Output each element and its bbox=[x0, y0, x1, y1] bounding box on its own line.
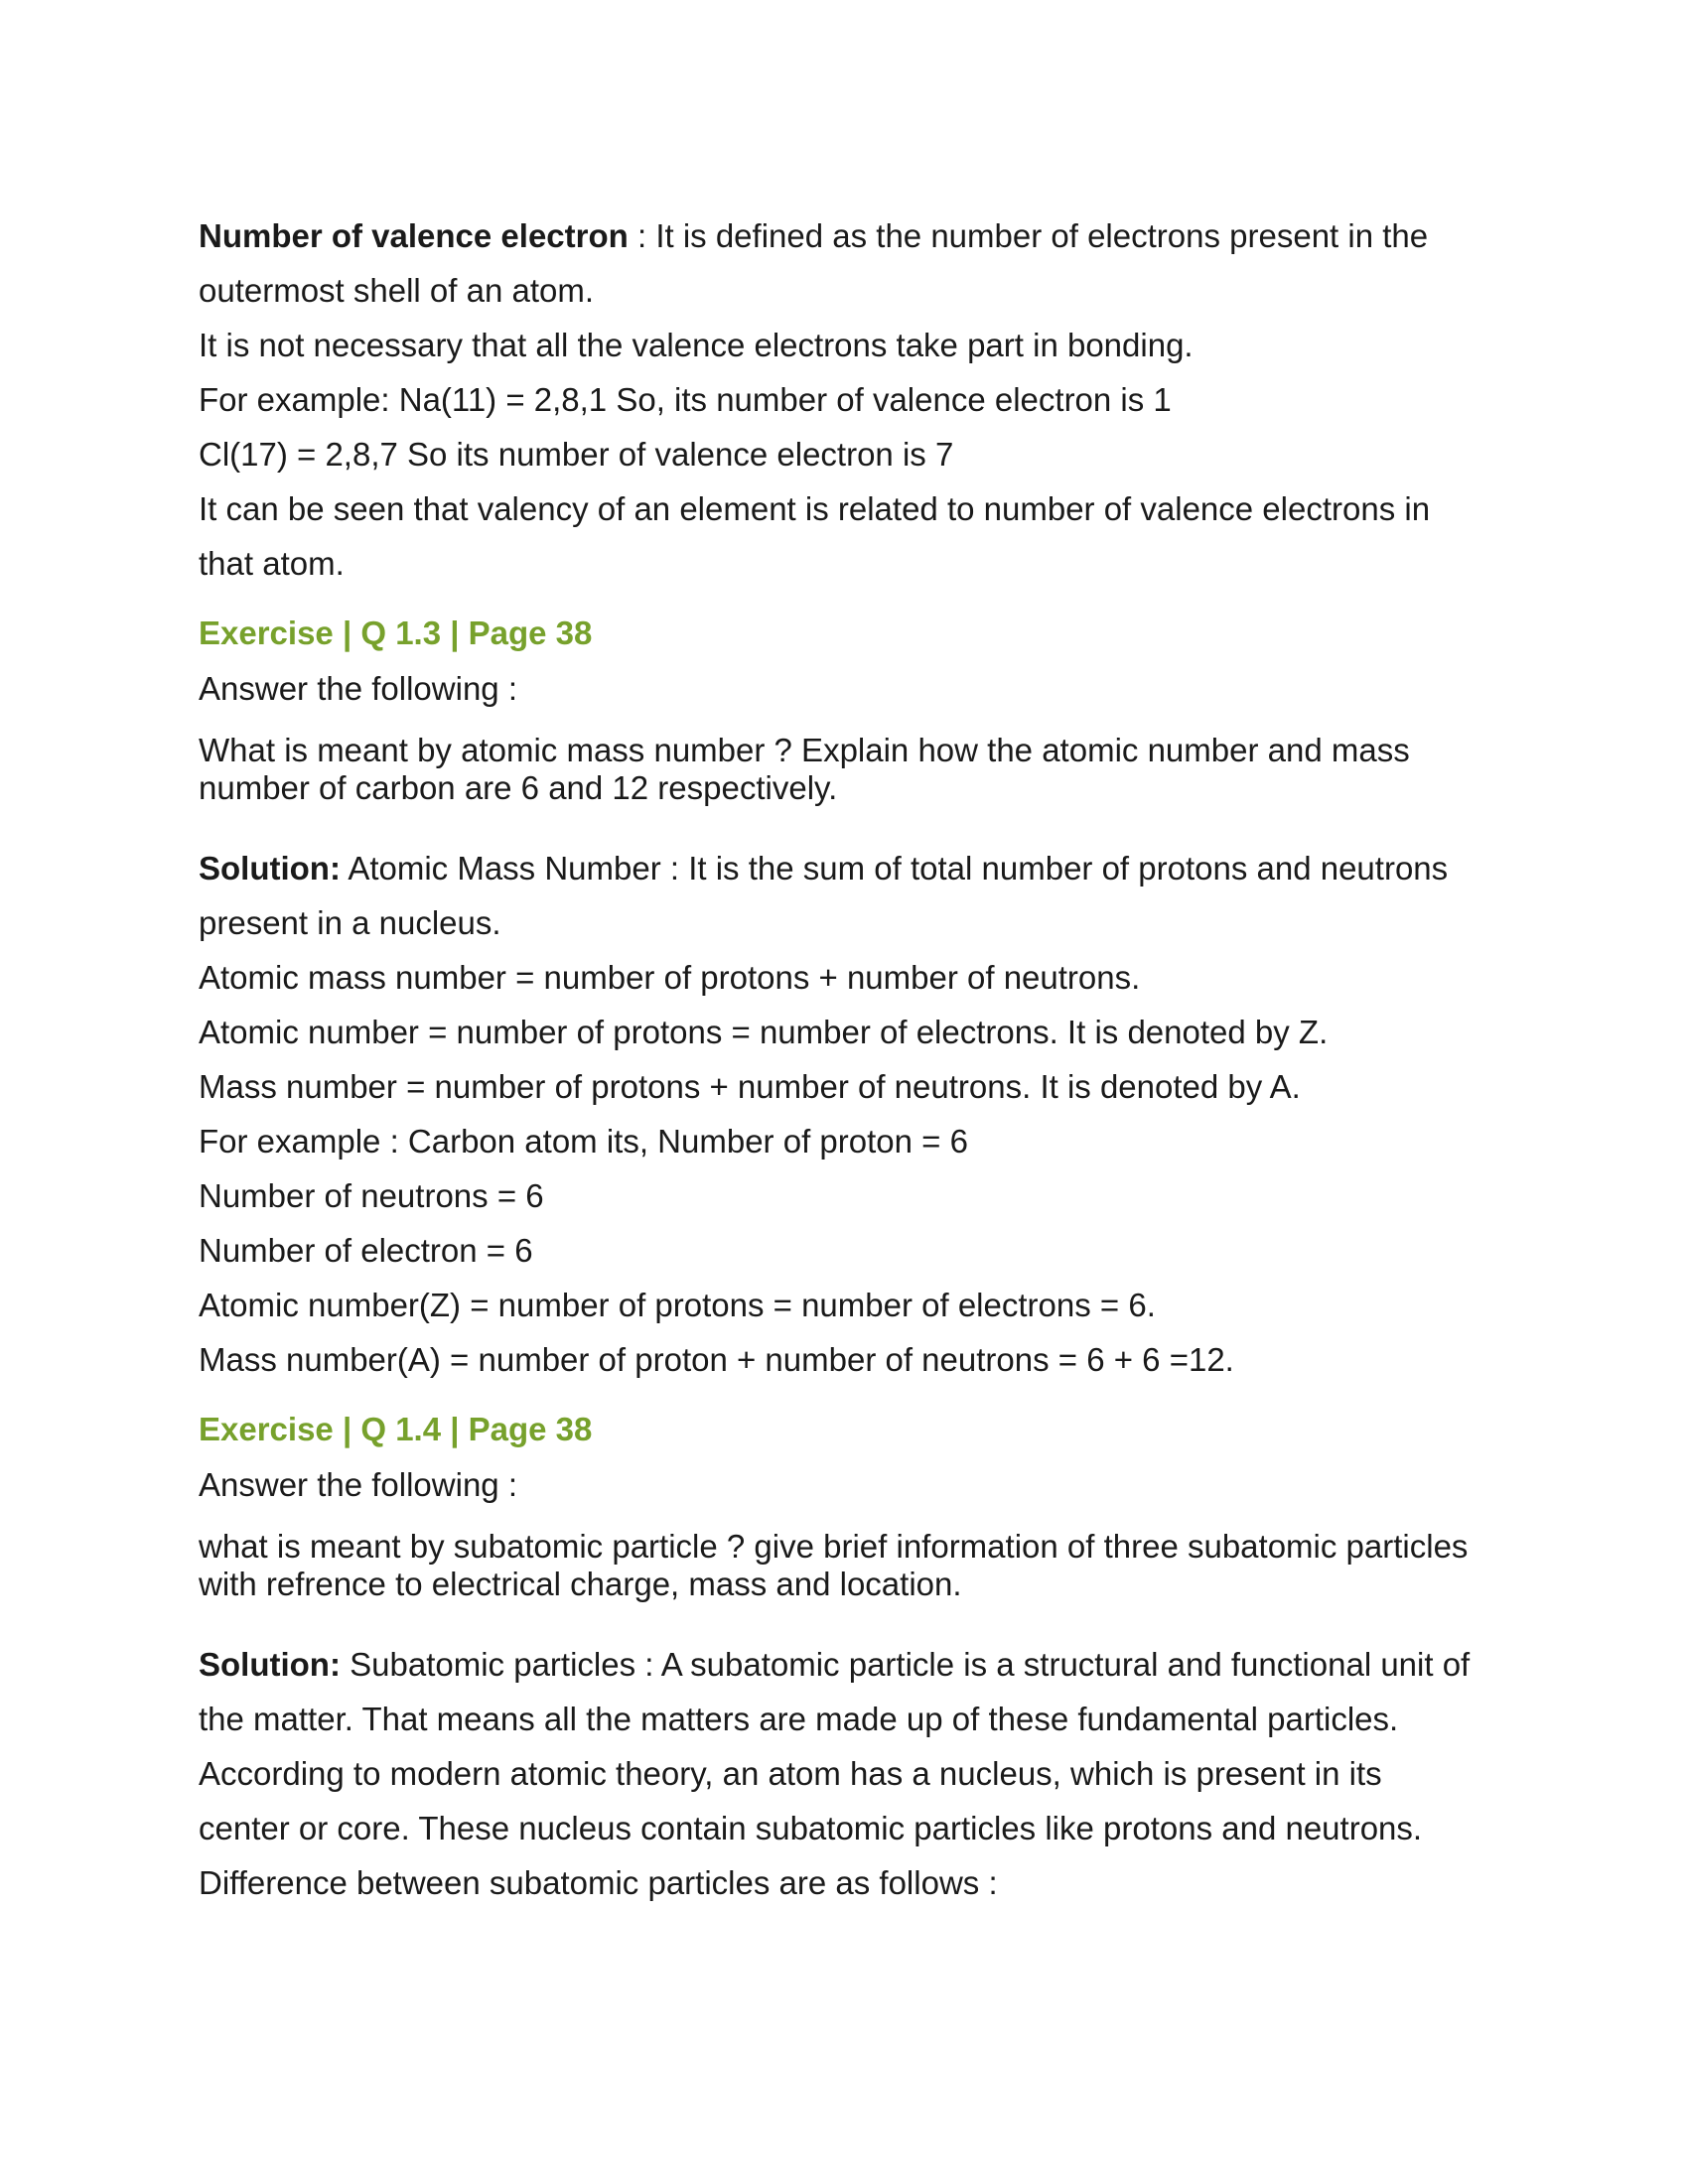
exercise-1-3-solution-line-4: Atomic number = number of protons = number of electrons. It is denoted by Z. bbox=[199, 1014, 1329, 1050]
exercise-1-3-solution-line-6: For example : Carbon atom its, Number of proton = 6 bbox=[199, 1123, 968, 1160]
exercise-1-3-question-line-2: number of carbon are 6 and 12 respectively. bbox=[199, 769, 838, 806]
exercise-1-3-solution-line-3: Atomic mass number = number of protons + number of neutrons. bbox=[199, 959, 1141, 996]
solution-text: Subatomic particles : A subatomic particle is a structural and functional unit of bbox=[340, 1646, 1471, 1683]
exercise-1-4-solution-line-4: center or core. These nucleus contain subatomic particles like protons and neutrons. bbox=[199, 1810, 1423, 1846]
valence-conclusion: It can be seen that valency of an element is related to number of valence electrons in bbox=[199, 490, 1431, 527]
solution-text: Atomic Mass Number : It is the sum of total number of protons and neutrons bbox=[340, 850, 1449, 887]
exercise-1-3-instruction: Answer the following : bbox=[199, 670, 517, 707]
exercise-1-3-question-line-1: What is meant by atomic mass number ? Explain how the atomic number and mass bbox=[199, 732, 1410, 768]
valence-conclusion-cont: that atom. bbox=[199, 545, 345, 582]
exercise-1-3-solution-line-2: present in a nucleus. bbox=[199, 904, 501, 941]
exercise-1-3-solution-line-1 bbox=[199, 841, 1509, 895]
valence-note: It is not necessary that all the valence electrons take part in bonding. bbox=[199, 327, 1194, 363]
exercise-1-3-solution-line-9: Atomic number(Z) = number of protons = number of electrons = 6. bbox=[199, 1287, 1156, 1323]
exercise-1-4-question-line-2: with refrence to electrical charge, mass and location. bbox=[199, 1566, 962, 1602]
valence-term: Number of valence electron bbox=[199, 217, 629, 254]
exercise-1-4-solution-line-5: Difference between subatomic particles are as follows : bbox=[199, 1864, 998, 1901]
exercise-1-4-solution-line-3: According to modern atomic theory, an atom has a nucleus, which is present in its bbox=[199, 1755, 1382, 1792]
exercise-1-4-solution-line-1 bbox=[199, 1637, 1509, 1692]
valence-definition-line bbox=[199, 208, 1509, 263]
solution-label: Solution: bbox=[199, 1646, 341, 1683]
exercise-1-3-heading: Exercise | Q 1.3 | Page 38 bbox=[199, 614, 593, 651]
exercise-1-4-instruction: Answer the following : bbox=[199, 1466, 517, 1503]
exercise-1-4-heading: Exercise | Q 1.4 | Page 38 bbox=[199, 1411, 593, 1447]
valence-example-cl: Cl(17) = 2,8,7 So its number of valence electron is 7 bbox=[199, 436, 954, 473]
exercise-1-3-solution-line-7: Number of neutrons = 6 bbox=[199, 1177, 544, 1214]
exercise-1-4-solution-line-2: the matter. That means all the matters are made up of these fundamental particles. bbox=[199, 1701, 1399, 1737]
exercise-1-3-solution-line-8: Number of electron = 6 bbox=[199, 1232, 533, 1269]
solution-label: Solution: bbox=[199, 850, 341, 887]
exercise-1-3-solution-line-10: Mass number(A) = number of proton + number of neutrons = 6 + 6 =12. bbox=[199, 1341, 1234, 1378]
exercise-1-4-question-line-1: what is meant by subatomic particle ? give brief information of three subatomic particles bbox=[199, 1528, 1469, 1565]
valence-definition: : It is defined as the number of electrons present in the bbox=[628, 217, 1429, 254]
valence-example-na: For example: Na(11) = 2,8,1 So, its number of valence electron is 1 bbox=[199, 381, 1172, 418]
valence-definition-cont: outermost shell of an atom. bbox=[199, 272, 595, 309]
document-page bbox=[199, 208, 1509, 1910]
exercise-1-3-solution-line-5: Mass number = number of protons + number of neutrons. It is denoted by A. bbox=[199, 1068, 1301, 1105]
